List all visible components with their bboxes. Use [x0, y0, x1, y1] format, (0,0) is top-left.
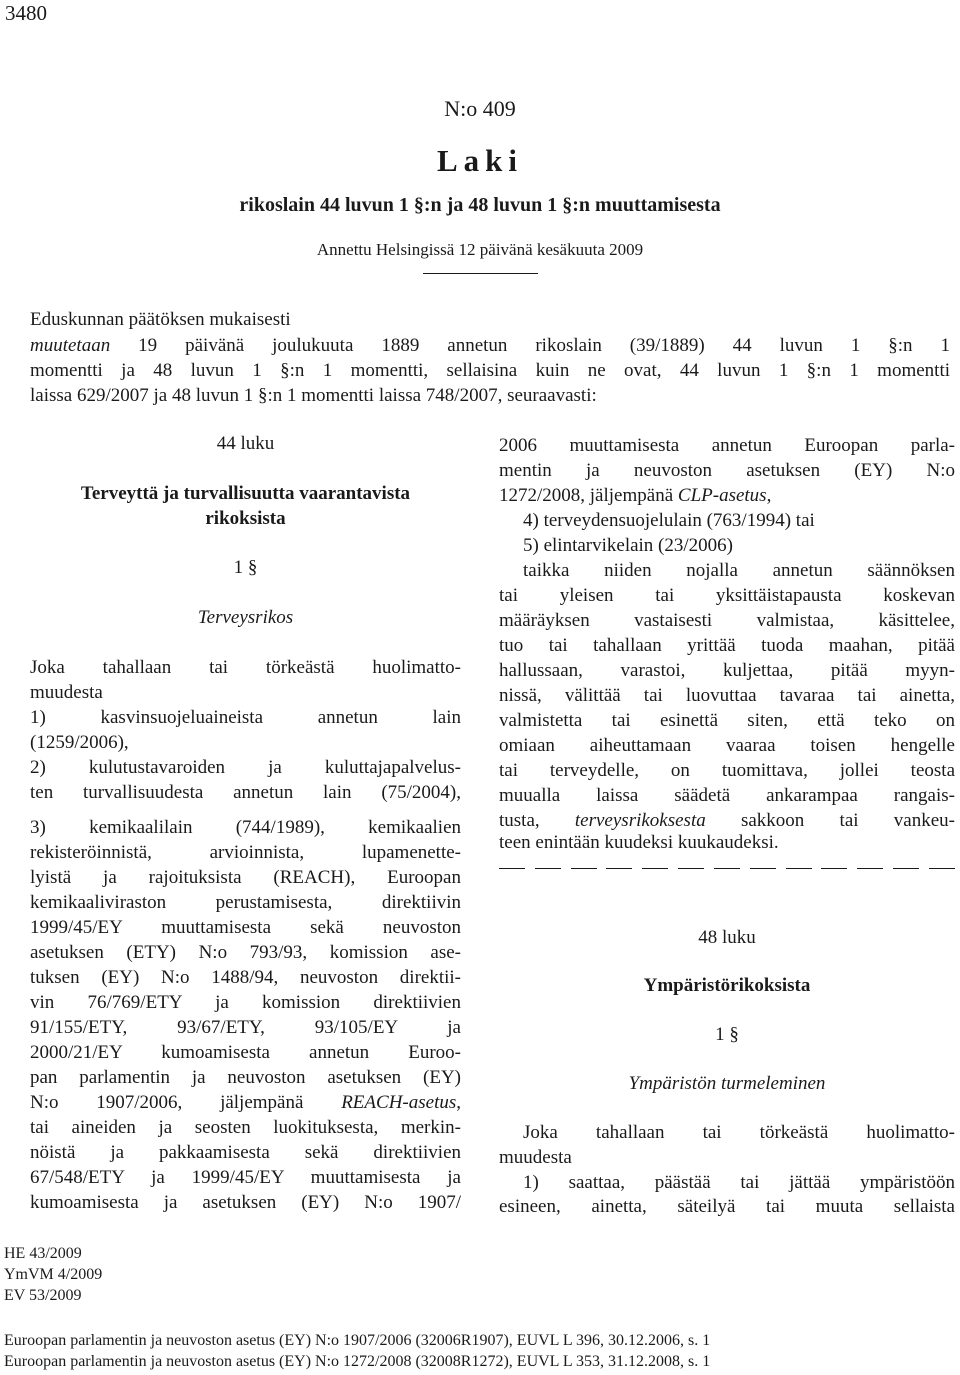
intro-keyword: muutetaan: [30, 335, 111, 356]
body-line: 1) kasvinsuojeluaineista annetun lain: [30, 707, 461, 728]
date-line: Annettu Helsingissä 12 päivänä kesäkuuta 2009: [316, 240, 644, 259]
body-line: 1) saattaa, päästää tai jättää ympäristöön: [523, 1172, 955, 1193]
body-line: asetuksen (ETY) N:o 793/93, komission ase-: [30, 942, 461, 963]
dash: [606, 868, 632, 872]
body-line: muudesta: [30, 682, 103, 703]
body-text: ,: [456, 1092, 461, 1113]
body-line: lyistä ja rajoituksista (REACH), Euroopan: [30, 867, 461, 888]
chapter-48-number: 48 luku: [698, 927, 756, 948]
chapter-44-number: 44 luku: [216, 433, 275, 454]
dash: [821, 868, 847, 872]
defined-term-clp: CLP-asetus: [677, 485, 767, 506]
body-line: 4) terveydensuojelulain (763/1994) tai: [523, 510, 815, 531]
title-rule: [423, 273, 538, 274]
body-line: hallussaan, varastoi, kuljettaa, pitää myyn-: [499, 660, 955, 681]
reference: YmVM 4/2009: [4, 1266, 103, 1283]
body-line: mentin ja neuvoston asetuksen (EY) N:o: [499, 460, 955, 481]
body-line: [499, 809, 955, 833]
body-line: 2006 muuttamisesta annetun Euroopan parla-: [499, 435, 955, 456]
chapter-44-title: rikoksista: [205, 508, 286, 529]
body-line: tai terveydelle, on tuomittava, jollei teosta: [499, 760, 955, 781]
footnote: Euroopan parlamentin ja neuvoston asetus (EY) N:o 1907/2006 (32006R1907), EUVL L 396, 30.12.2006, s. 1: [4, 1332, 711, 1349]
dash: [929, 868, 955, 872]
body-text: sakkoon tai vankeu-: [705, 810, 955, 831]
body-line: tai aineiden ja seosten luokituksesta, merkin-: [30, 1117, 461, 1138]
body-line: nissä, välittää tai luovuttaa tavaraa tai ainetta,: [499, 685, 955, 706]
dash: [786, 868, 812, 872]
body-text: N:o 1907/2006, jäljempänä: [30, 1092, 342, 1113]
page-number: 3480: [5, 1, 47, 25]
reference: HE 43/2009: [4, 1245, 82, 1262]
omission-dashes: [499, 862, 955, 872]
body-line: muualla laissa säädetä ankarampaa rangais-: [499, 785, 955, 806]
intro-line: [30, 334, 950, 358]
dash: [535, 868, 561, 872]
body-line: muudesta: [499, 1147, 572, 1168]
body-line: teen enintään kuudeksi kuukaudeksi.: [499, 832, 779, 853]
body-line: nöistä ja pakkaamisesta sekä direktiivien: [30, 1142, 461, 1163]
body-line: (1259/2006),: [30, 732, 129, 753]
body-line: 5) elintarvikelain (23/2006): [523, 535, 733, 556]
dash: [857, 868, 883, 872]
body-line: 67/548/ETY ja 1999/45/EY muuttamisesta ja: [30, 1167, 461, 1188]
defined-term-reach: REACH-asetus: [341, 1092, 457, 1113]
law-subtitle: rikoslain 44 luvun 1 §:n ja 48 luvun 1 §:n muuttamisesta: [239, 194, 721, 216]
dash: [499, 868, 525, 872]
dash: [893, 868, 919, 872]
body-line: ten turvallisuudesta annetun lain (75/2004),: [30, 782, 461, 803]
law-title: Laki: [436, 143, 524, 178]
issue-number: N:o 409: [444, 96, 516, 121]
body-line: määräyksen vastaisesti valmistaa, käsittelee,: [499, 610, 955, 631]
reference: EV 53/2009: [4, 1287, 82, 1304]
dash: [714, 868, 740, 872]
dash: [642, 868, 668, 872]
body-line: rekisteröinnistä, arvioinnista, lupamenette-: [30, 842, 461, 863]
footnote: Euroopan parlamentin ja neuvoston asetus (EY) N:o 1272/2008 (32008R1272), EUVL L 353, 31.12.2008, s. 1: [4, 1353, 711, 1370]
intro-line: momentti ja 48 luvun 1 §:n 1 momentti, sellaisina kuin ne ovat, 44 luvun 1 §:n 1 momentti: [30, 360, 950, 381]
body-line: tuksen (EY) N:o 1488/94, neuvoston direktii-: [30, 967, 461, 988]
body-line: pan parlamentin ja neuvoston asetuksen (EY): [30, 1067, 461, 1088]
body-line: 2) kulutustavaroiden ja kuluttajapalvelus-: [30, 757, 461, 778]
body-line: valmistetta tai esinettä siten, että teko on: [499, 710, 955, 731]
body-line: taikka niiden nojalla annetun säännöksen: [523, 560, 955, 581]
body-line: [499, 484, 955, 508]
section-44-1: 1 §: [233, 557, 258, 578]
body-line: [30, 1091, 461, 1115]
dash: [750, 868, 776, 872]
dash: [571, 868, 597, 872]
intro-line: laissa 629/2007 ja 48 luvun 1 §:n 1 momentti laissa 748/2007, seuraavasti:: [30, 385, 597, 406]
dash: [678, 868, 704, 872]
intro-text: 19 päivänä joulukuuta 1889 annetun rikoslain (39/1889) 44 luvun 1 §:n 1: [110, 335, 950, 356]
chapter-44-title: Terveyttä ja turvallisuutta vaarantavista: [80, 483, 411, 504]
body-line: tai yleisen tai yksittäistapausta koskevan: [499, 585, 955, 606]
body-line: 2000/21/EY kumoamisesta annetun Euroo-: [30, 1042, 461, 1063]
body-line: omiaan aiheuttamaan vaaraa toisen hengelle: [499, 735, 955, 756]
body-line: 1999/45/EY muuttamisesta sekä neuvoston: [30, 917, 461, 938]
section-48-1: 1 §: [715, 1024, 739, 1045]
body-text: 1272/2008, jäljempänä: [499, 485, 678, 506]
body-text: ,: [766, 485, 772, 506]
body-line: kumoamisesta ja asetuksen (EY) N:o 1907/: [30, 1192, 461, 1213]
body-line: tuo tai tahallaan yrittää tuoda maahan, pitää: [499, 635, 955, 656]
body-line: kemikaaliviraston perustamisesta, direktiivin: [30, 892, 461, 913]
intro-line: Eduskunnan päätöksen mukaisesti: [30, 309, 291, 330]
chapter-48-title: Ympäristörikoksista: [643, 975, 811, 996]
body-line: 3) kemikaalilain (744/1989), kemikaalien: [30, 817, 461, 838]
section-48-1-title: Ympäristön turmeleminen: [628, 1073, 826, 1094]
body-text: tusta,: [499, 810, 575, 831]
body-line: Joka tahallaan tai törkeästä huolimatto-: [30, 657, 461, 678]
defined-term-terveysrikos: terveysrikoksesta: [574, 810, 706, 831]
body-line: Joka tahallaan tai törkeästä huolimatto-: [523, 1122, 955, 1143]
body-line: esineen, ainetta, säteilyä tai muuta sellaista: [499, 1196, 955, 1217]
body-line: 91/155/ETY, 93/67/ETY, 93/105/EY ja: [30, 1017, 461, 1038]
section-44-1-title: Terveysrikos: [197, 607, 294, 628]
body-line: vin 76/769/ETY ja komission direktiivien: [30, 992, 461, 1013]
